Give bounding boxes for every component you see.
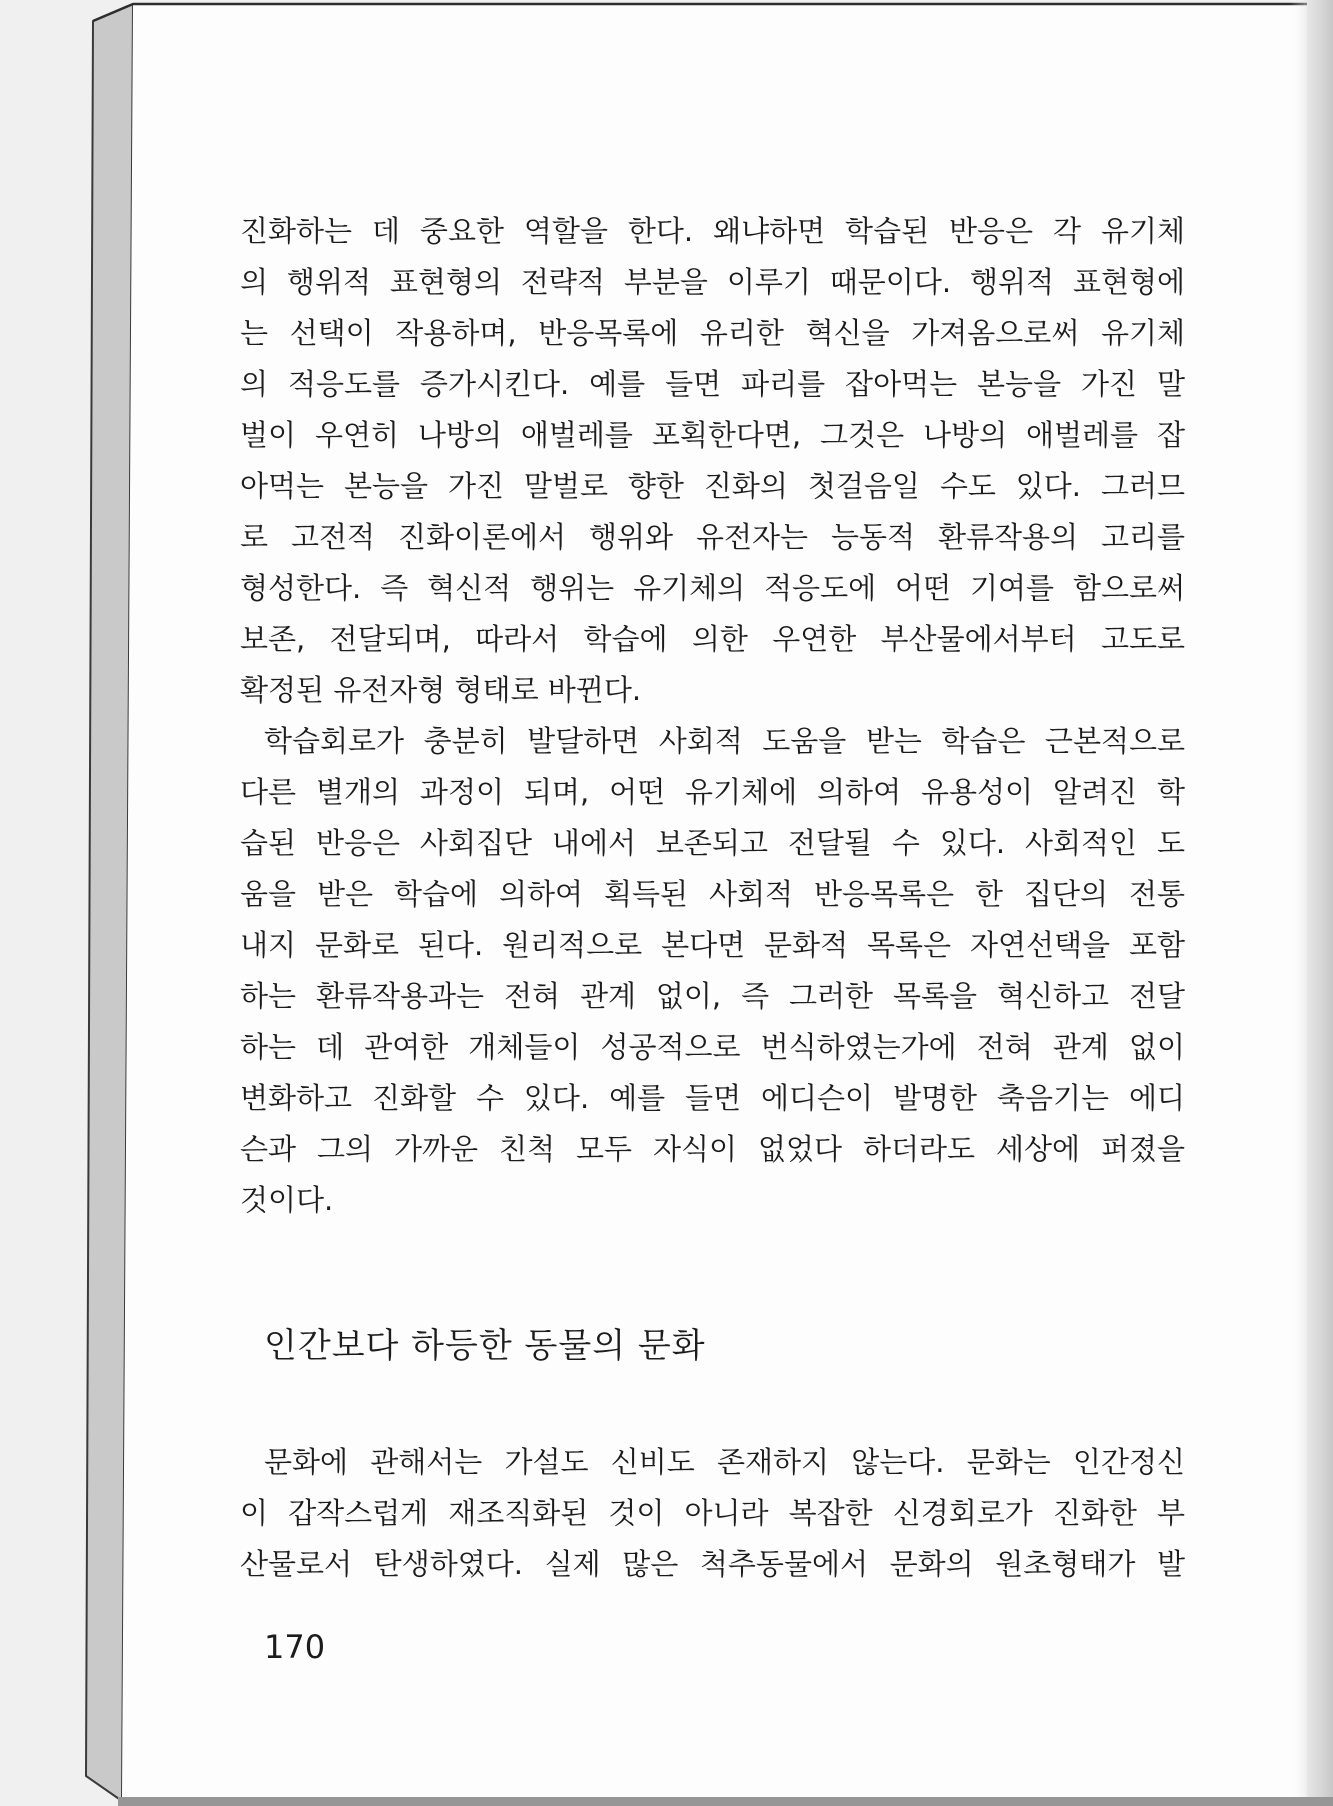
text-line: 슨과 그의 가까운 친척 모두 자식이 없었다 하더라도 세상에 퍼졌을 [240,1132,1185,1166]
text-line: 문화에 관해서는 가설도 신비도 존재하지 않는다. 문화는 인간정신 [264,1445,1185,1479]
text-line: 확정된 유전자형 형태로 바뀐다. [240,673,642,707]
page-number: 170 [264,1628,326,1666]
section-heading: 인간보다 하등한 동물의 문화 [264,1326,706,1366]
page-right-shadow [1290,0,1333,1806]
text-line: 보존, 전달되며, 따라서 학습에 의한 우연한 부산물에서부터 고도로 [240,622,1185,656]
text-line: 학습회로가 충분히 발달하면 사회적 도움을 받는 학습은 근본적으로 [264,724,1185,758]
text-line: 하는 환류작용과는 전혀 관계 없이, 즉 그러한 목록을 혁신하고 전달 [240,979,1185,1013]
text-line: 하는 데 관여한 개체들이 성공적으로 번식하였는가에 전혀 관계 없이 [240,1030,1185,1064]
text-line: 는 선택이 작용하며, 반응목록에 유리한 혁신을 가져옴으로써 유기체 [240,316,1185,350]
text-line: 형성한다. 즉 혁신적 행위는 유기체의 적응도에 어떤 기여를 함으로써 [240,571,1185,605]
text-line: 의 행위적 표현형의 전략적 부분을 이루기 때문이다. 행위적 표현형에 [240,265,1185,299]
text-line: 진화하는 데 중요한 역할을 한다. 왜냐하면 학습된 반응은 각 유기체 [240,214,1185,248]
text-line: 이 갑작스럽게 재조직화된 것이 아니라 복잡한 신경회로가 진화한 부 [240,1496,1185,1530]
text-line: 변화하고 진화할 수 있다. 예를 들면 에디슨이 발명한 축음기는 에디 [240,1081,1185,1115]
text-line: 내지 문화로 된다. 원리적으로 본다면 문화적 목록은 자연선택을 포함 [240,928,1185,962]
text-line: 벌이 우연히 나방의 애벌레를 포획한다면, 그것은 나방의 애벌레를 잡 [240,418,1185,452]
text-line: 의 적응도를 증가시킨다. 예를 들면 파리를 잡아먹는 본능을 가진 말 [240,367,1185,401]
text-line: 아먹는 본능을 가진 말벌로 향한 진화의 첫걸음일 수도 있다. 그러므 [240,469,1185,503]
text-line: 습된 반응은 사회집단 내에서 보존되고 전달될 수 있다. 사회적인 도 [240,826,1185,860]
page-bottom-edge [118,1797,1333,1806]
text-line: 다른 별개의 과정이 되며, 어떤 유기체에 의하여 유용성이 알려진 학 [240,775,1185,809]
text-line: 것이다. [240,1183,334,1217]
text-line: 로 고전적 진화이론에서 행위와 유전자는 능동적 환류작용의 고리를 [240,520,1185,554]
page-text [240,206,1185,1673]
text-line: 움을 받은 학습에 의하여 획득된 사회적 반응목록은 한 집단의 전통 [240,877,1185,911]
text-line: 산물로서 탄생하였다. 실제 많은 척추동물에서 문화의 원초형태가 발 [240,1547,1185,1581]
